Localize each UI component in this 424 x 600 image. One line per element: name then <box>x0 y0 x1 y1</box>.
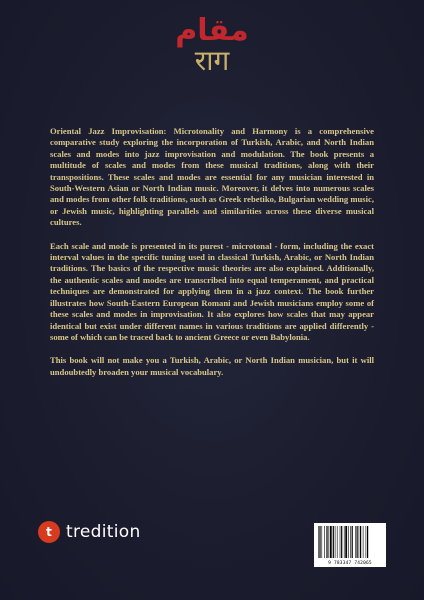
blurb-paragraph-2: Each scale and mode is presented in its purest - microtonal - form, including the exact interval values in the specific tuning used in classical Turkish, Arabic, or North Indian traditions. The basics of the respective music theories are also explained. Additionally, the authentic scales and modes are transcribed into equal temperament, and practical techniques are demonstrated for applying them in a jazz context. The book further illustrates how South-Eastern European Romani and Jewish musicians employ some of these scales and modes in improvisation. It also explores how scales that may appear identical but exist under different names in various traditions are applied differently - some of which can be traced back to ancient Greece or even Babylonia. <box>50 240 374 342</box>
blurb-paragraph-3: This book will not make you a Turkish, Arabic, or North Indian musician, but it will undoubtedly broaden your musical vocabulary. <box>50 355 374 377</box>
book-title: Oriental Jazz Improvisation: Microtonality and Harmony <box>50 126 288 136</box>
logo-devanagari-text: राग <box>194 44 230 77</box>
publisher-mark-icon <box>38 521 60 543</box>
title-logo <box>0 14 424 76</box>
logo-arabic-text: مقام <box>175 13 249 48</box>
publisher-name: tredition <box>66 522 141 542</box>
back-cover-blurb <box>50 126 374 390</box>
isbn-barcode <box>314 523 386 567</box>
blurb-paragraph-1-body: is a comprehensive comparative study exploring the incorporation of Turkish, Arabic, and North Indian scales and modes into jazz improvisation and modulation. The book presents a multitude of scales and modes from these musical traditions, along with their transpositions. These scales and modes are essential for any musician interested in South-Western Asian or North Indian music. Moreover, it delves into numerous scales and modes from other folk traditions, such as Greek rebetiko, Bulgarian wedding music, or Jewish music, highlighting parallels and similarities across these diverse musical cultures. <box>50 126 374 228</box>
barcode-bars-icon <box>317 526 383 558</box>
publisher-logo <box>38 519 141 545</box>
barcode-digits: 9 783347 742065 <box>328 561 372 566</box>
blurb-paragraph-1 <box>50 126 374 229</box>
publisher-mark-letter: t <box>46 525 52 539</box>
